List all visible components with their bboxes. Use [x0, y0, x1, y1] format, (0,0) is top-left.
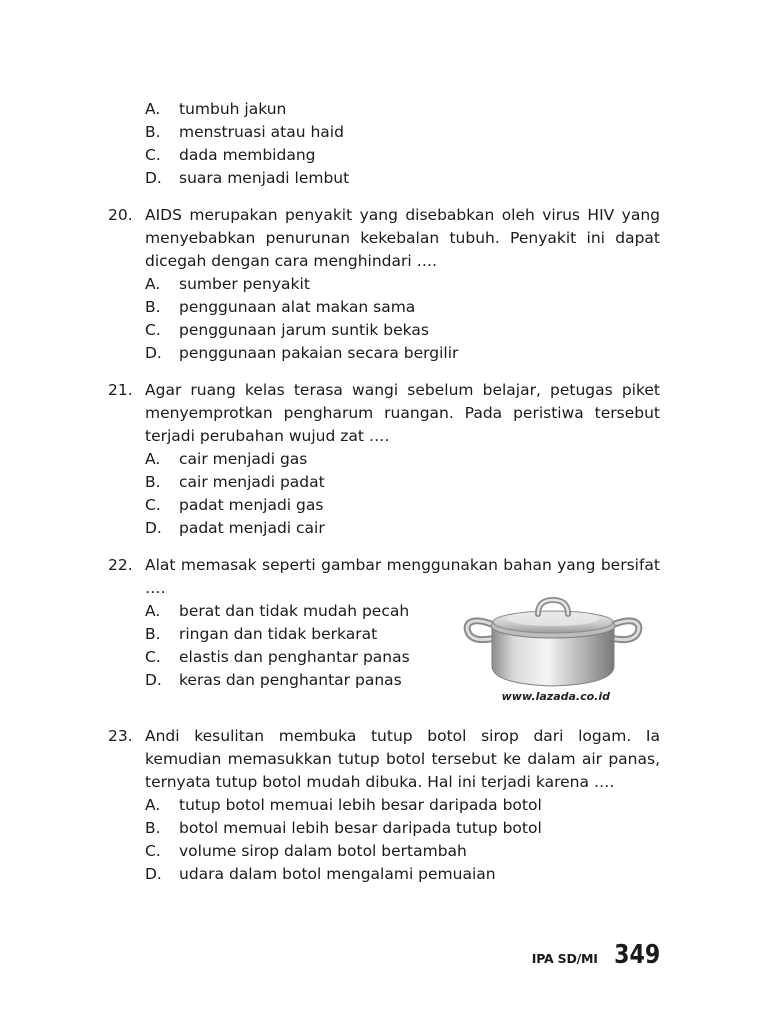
- option-c: [145, 494, 660, 517]
- image-credit: www.lazada.co.id: [501, 690, 610, 703]
- option-key: B.: [145, 123, 161, 141]
- option-text: berat dan tidak mudah pecah: [179, 602, 410, 620]
- question-options: [145, 448, 660, 540]
- question-number: 23.: [108, 727, 133, 745]
- question-number: 20.: [108, 206, 133, 224]
- subject-label: IPA SD/MI: [531, 951, 598, 966]
- option-key: B.: [145, 819, 161, 837]
- option-text: menstruasi atau haid: [179, 123, 344, 141]
- option-b: [145, 296, 660, 319]
- option-text: padat menjadi gas: [179, 496, 324, 514]
- option-c: [145, 144, 665, 167]
- option-text: ringan dan tidak berkarat: [179, 625, 378, 643]
- option-key: A.: [145, 796, 161, 814]
- option-text: suara menjadi lembut: [179, 169, 350, 187]
- option-text: penggunaan pakaian secara bergilir: [179, 344, 459, 362]
- option-b: [145, 817, 660, 840]
- option-d: [145, 342, 660, 365]
- option-a: [145, 448, 660, 471]
- option-key: B.: [145, 473, 161, 491]
- option-d: [145, 863, 660, 886]
- option-key: C.: [145, 842, 161, 860]
- question-20: [108, 204, 660, 365]
- option-key: D.: [145, 169, 162, 187]
- option-key: C.: [145, 146, 161, 164]
- option-key: C.: [145, 648, 161, 666]
- option-c: [145, 840, 660, 863]
- option-key: C.: [145, 496, 161, 514]
- option-text: botol memuai lebih besar daripada tutup botol: [179, 819, 542, 837]
- option-key: A.: [145, 450, 161, 468]
- cooking-pot-icon: [460, 586, 646, 690]
- option-key: B.: [145, 625, 161, 643]
- option-key: C.: [145, 321, 161, 339]
- question-options: [145, 273, 660, 365]
- option-text: padat menjadi cair: [179, 519, 325, 537]
- option-a: [145, 273, 660, 296]
- option-key: D.: [145, 344, 162, 362]
- option-a: [145, 98, 665, 121]
- option-key: D.: [145, 671, 162, 689]
- question-stem: Agar ruang kelas terasa wangi sebelum belajar, petugas piket menyemprotkan pengharum ruangan. Pada peristiwa tersebut terjadi perubahan wujud zat ….: [145, 381, 660, 445]
- option-text: keras dan penghantar panas: [179, 671, 402, 689]
- question-23: [108, 725, 660, 886]
- question-number: 22.: [108, 556, 133, 574]
- option-key: A.: [145, 275, 161, 293]
- page-footer: [490, 940, 660, 970]
- question-21: [108, 379, 660, 540]
- option-a: [145, 794, 660, 817]
- option-text: tumbuh jakun: [179, 100, 287, 118]
- cooking-pot-figure: [460, 586, 646, 708]
- option-text: udara dalam botol mengalami pemuaian: [179, 865, 496, 883]
- option-key: A.: [145, 602, 161, 620]
- page-number: 349: [613, 940, 660, 970]
- option-c: [145, 319, 660, 342]
- question-number: 21.: [108, 381, 133, 399]
- option-text: sumber penyakit: [179, 275, 310, 293]
- question-stem: Alat memasak seperti gambar menggunakan bahan yang bersifat ….: [145, 556, 660, 597]
- option-key: D.: [145, 865, 162, 883]
- option-key: A.: [145, 100, 161, 118]
- option-b: [145, 471, 660, 494]
- option-d: [145, 517, 660, 540]
- option-text: cair menjadi gas: [179, 450, 308, 468]
- question-stem: Andi kesulitan membuka tutup botol sirop dari logam. Ia kemudian memasukkan tutup botol tersebut ke dalam air panas, ternyata tutup botol mudah dibuka. Hal ini terjadi karena ….: [145, 727, 660, 791]
- option-text: penggunaan jarum suntik bekas: [179, 321, 429, 339]
- option-text: cair menjadi padat: [179, 473, 325, 491]
- option-key: B.: [145, 298, 161, 316]
- question-stem: AIDS merupakan penyakit yang disebabkan oleh virus HIV yang menyebabkan penurunan kekebalan tubuh. Penyakit ini dapat dicegah dengan cara menghindari ….: [145, 206, 660, 270]
- option-b: [145, 121, 665, 144]
- previous-question-options: [145, 98, 665, 190]
- option-text: dada membidang: [179, 146, 316, 164]
- option-text: elastis dan penghantar panas: [179, 648, 410, 666]
- option-d: [145, 167, 665, 190]
- option-text: tutup botol memuai lebih besar daripada botol: [179, 796, 542, 814]
- question-options: [145, 794, 660, 886]
- option-key: D.: [145, 519, 162, 537]
- option-text: volume sirop dalam botol bertambah: [179, 842, 467, 860]
- option-text: penggunaan alat makan sama: [179, 298, 416, 316]
